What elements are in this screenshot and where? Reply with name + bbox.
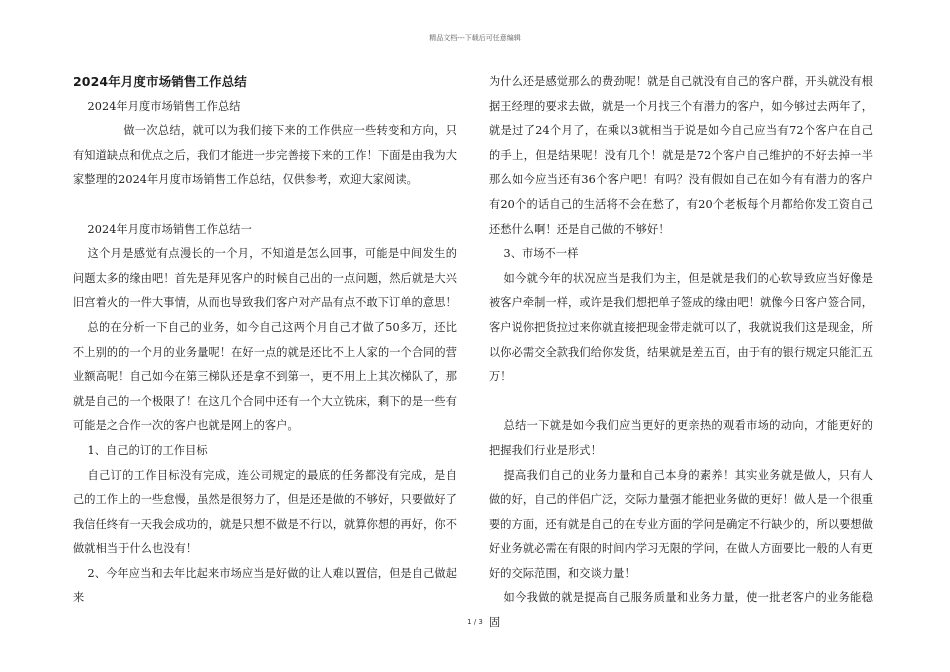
body-paragraph: 如今我做的就是提高自己服务质量和业务力量，使一批老客户的业务能稳固 [489, 591, 873, 630]
body-paragraph: 提高我们自己的业务力量和自己本身的素养！其实业务就是做人，只有人做的好，自己的伴侣广泛，交际力量强才能把业务做的更好！做人是一个很重要的方面，还有就是自己的在专业方面的学问是确定不行缺少的，所以要想做好业务就必需在有限的时间内学习无限的学问，在做人方面要比一般的人有更好的交际范围，和交谈力量！ [489, 468, 873, 580]
intro-paragraph: 做一次总结，就可以为我们接下来的工作供应一些转变和方向，只有知道缺点和优点之后，我们才能进一步完善接下来的工作！下面是由我为大家整理的2024年月度市场销售工作总结，仅供参考，欢迎大家阅读。 [73, 124, 457, 187]
page-number: 1 / 3 [467, 618, 483, 626]
list-heading: 3、市场不一样 [503, 247, 579, 261]
document-title: 2024年月度市场销售工作总结 [73, 74, 247, 89]
body-paragraph: 这个月是感觉有点漫长的一个月，不知道是怎么回事，可能是中间发生的问题太多的缘由吧！首先是拜见客户的时候自己出的一点问题，然后就是大兴旧宫着火的一件大事情，从而也导致我们客户对产品有点不敢下订单的意思！ [73, 247, 457, 310]
body-paragraph: 总结一下就是如今我们应当更好的更亲热的观看市场的动向，才能更好的把握我们行业是形式！ [489, 419, 873, 457]
spacer [489, 390, 873, 415]
section-heading: 2024年月度市场销售工作总结一 [87, 222, 252, 236]
document-subtitle: 2024年月度市场销售工作总结 [87, 99, 241, 113]
body-paragraph: 如今就今年的状况应当是我们为主，但是就是我们的心软导致应当好像是被客户牵制一样，或许是我们想把单子签成的缘由吧！就像今日客户签合同，客户说你把货拉过来你就直接把现金带走就可以了，我就说我们这是现金，所以你必需交全款我们给你发货，结果就是差五百，由于有的银行规定只能汇五万！ [489, 271, 873, 384]
body-paragraph: 自己订的工作目标没有完成，连公司规定的最底的任务都没有完成，是自己的工作上的一些怠慢，虽然是很努力了，但是还是做的不够好，只要做好了我信任终有一天我会成功的，就是只想不做是不行以，就算你想的再好，你不做就相当于什么也没有！ [73, 468, 457, 556]
body-paragraph: 总的在分析一下自己的业务，如今自己这两个月自己才做了50多万，还比不上别的的一个月的业务量呢！在好一点的就是还比不上人家的一个合同的营业额高呢！自己如今在第三梯队还是拿不到第一，更不用上上其次梯队了，那就是自己的一个极限了！在这几个合同中还有一个大立铣床，剩下的是一些有可能是之合作一次的客户也就是网上的客户。 [73, 320, 457, 433]
page-header: 精品文档---下载后可任意编辑 [429, 34, 521, 42]
body-paragraph: 为什么还是感觉那么的费劲呢！就是自己就没有自己的客户群，开头就没有根据王经理的要求去做，就是一个月找三个有潜力的客户，如今够过去两年了，就是过了24个月了，在乘以3就相当于说是如今自己应当有72个客户在自己的手上，但是结果呢！没有几个！就是是72个客户自己维护的不好去掉一半那么如今应当还有36个客户吧！有吗？没有假如自己在如今有有潜力的客户有20个的话自己的生活将不会在愁了，有20个老板每个月都给你发工资自己还愁什么啊！还是自己做的不够好！ [489, 75, 873, 236]
list-heading: 2、今年应当和去年比起来市场应当是好做的让人难以置信，但是自己做起来 [73, 566, 457, 605]
right-column [489, 70, 873, 636]
spacer [73, 193, 457, 218]
left-column [73, 70, 457, 611]
list-heading: 1、自己的订的工作目标 [87, 443, 208, 457]
